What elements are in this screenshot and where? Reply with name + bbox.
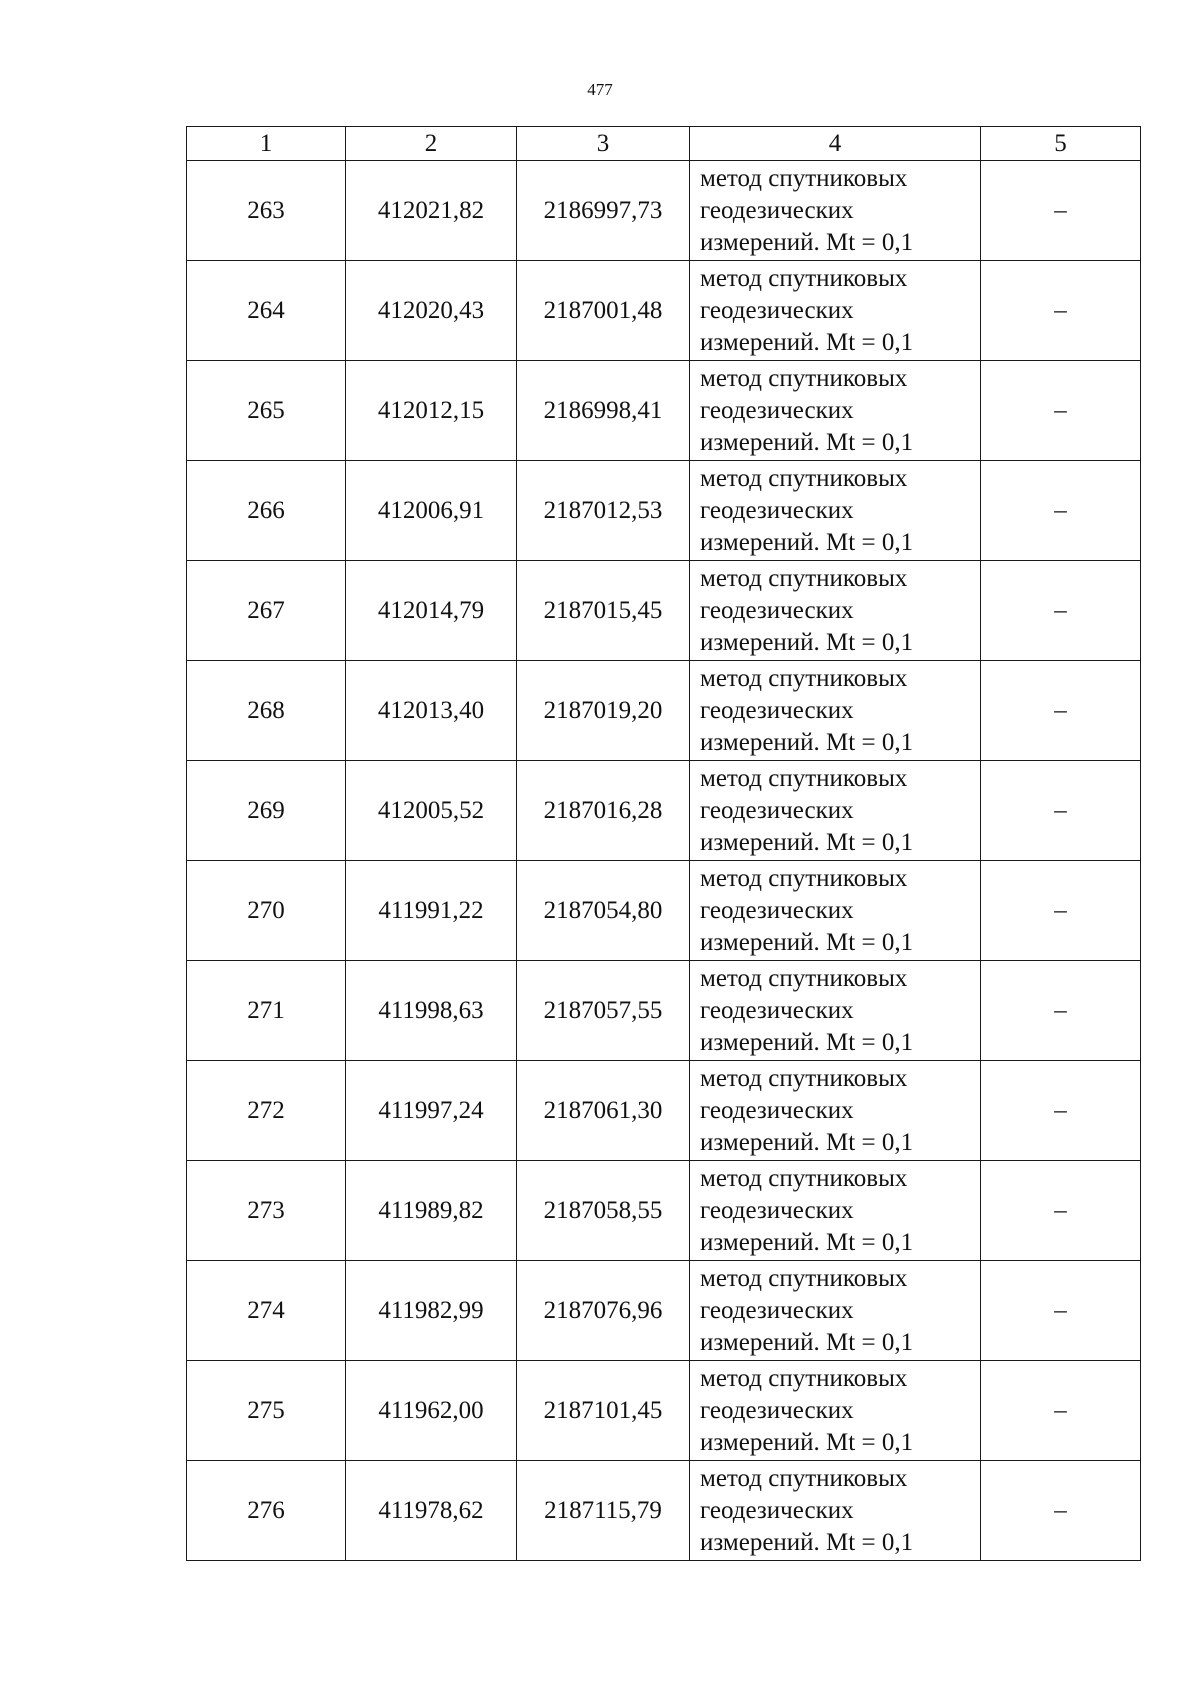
cell-y-coordinate: 2187019,20 xyxy=(517,661,690,761)
method-text-line: геодезических xyxy=(700,796,854,824)
cell-point-number: 275 xyxy=(187,1361,346,1461)
method-text-line: метод спутниковых xyxy=(700,1064,908,1092)
method-text-line: геодезических xyxy=(700,296,854,324)
method-text-line: метод спутниковых xyxy=(700,864,908,892)
method-text-line: измерений. Mt = 0,1 xyxy=(700,628,914,656)
method-text-line: измерений. Mt = 0,1 xyxy=(700,1528,914,1556)
cell-point-number: 276 xyxy=(187,1461,346,1561)
header-col-4: 4 xyxy=(690,127,981,161)
cell-point-number: 263 xyxy=(187,161,346,261)
cell-method xyxy=(690,1361,981,1461)
cell-method xyxy=(690,661,981,761)
cell-x-coordinate: 411998,63 xyxy=(346,961,517,1061)
header-col-3: 3 xyxy=(517,127,690,161)
page-number: 477 xyxy=(587,80,613,99)
cell-point-number: 264 xyxy=(187,261,346,361)
method-text-line: метод спутниковых xyxy=(700,364,908,392)
cell-point-number: 273 xyxy=(187,1161,346,1261)
method-text-line: метод спутниковых xyxy=(700,1164,908,1192)
cell-method xyxy=(690,1161,981,1261)
method-text-line: метод спутниковых xyxy=(700,464,908,492)
table-row xyxy=(187,1461,1141,1561)
method-text-line: измерений. Mt = 0,1 xyxy=(700,1328,914,1356)
cell-method xyxy=(690,1261,981,1361)
cell-point-number: 271 xyxy=(187,961,346,1061)
cell-x-coordinate: 411982,99 xyxy=(346,1261,517,1361)
method-text-line: геодезических xyxy=(700,1296,854,1324)
table-row xyxy=(187,961,1141,1061)
cell-method xyxy=(690,261,981,361)
method-text-line: метод спутниковых xyxy=(700,564,908,592)
cell-note: – xyxy=(981,861,1141,961)
cell-note: – xyxy=(981,1061,1141,1161)
cell-point-number: 272 xyxy=(187,1061,346,1161)
table-row xyxy=(187,1261,1141,1361)
method-text-line: измерений. Mt = 0,1 xyxy=(700,428,914,456)
cell-x-coordinate: 412012,15 xyxy=(346,361,517,461)
cell-x-coordinate: 412020,43 xyxy=(346,261,517,361)
cell-note: – xyxy=(981,261,1141,361)
cell-note: – xyxy=(981,361,1141,461)
method-text-line: геодезических xyxy=(700,1096,854,1124)
cell-method xyxy=(690,461,981,561)
table-row xyxy=(187,261,1141,361)
cell-point-number: 266 xyxy=(187,461,346,561)
cell-point-number: 267 xyxy=(187,561,346,661)
cell-x-coordinate: 412014,79 xyxy=(346,561,517,661)
method-text-line: измерений. Mt = 0,1 xyxy=(700,728,914,756)
table-row xyxy=(187,761,1141,861)
method-text-line: геодезических xyxy=(700,396,854,424)
header-col-5: 5 xyxy=(981,127,1141,161)
method-text-line: геодезических xyxy=(700,1496,854,1524)
table-row xyxy=(187,1361,1141,1461)
method-text-line: измерений. Mt = 0,1 xyxy=(700,1428,914,1456)
method-text-line: геодезических xyxy=(700,996,854,1024)
cell-method xyxy=(690,961,981,1061)
cell-point-number: 270 xyxy=(187,861,346,961)
method-text-line: метод спутниковых xyxy=(700,664,908,692)
method-text-line: геодезических xyxy=(700,1196,854,1224)
method-text-line: измерений. Mt = 0,1 xyxy=(700,1028,914,1056)
coordinates-table xyxy=(186,126,1141,1561)
cell-point-number: 269 xyxy=(187,761,346,861)
cell-x-coordinate: 412013,40 xyxy=(346,661,517,761)
cell-method xyxy=(690,161,981,261)
cell-method xyxy=(690,861,981,961)
cell-note: – xyxy=(981,1161,1141,1261)
method-text-line: измерений. Mt = 0,1 xyxy=(700,528,914,556)
cell-x-coordinate: 411978,62 xyxy=(346,1461,517,1561)
cell-y-coordinate: 2187001,48 xyxy=(517,261,690,361)
cell-y-coordinate: 2187015,45 xyxy=(517,561,690,661)
table-row xyxy=(187,1061,1141,1161)
table-row xyxy=(187,661,1141,761)
cell-x-coordinate: 411989,82 xyxy=(346,1161,517,1261)
method-text-line: метод спутниковых xyxy=(700,264,908,292)
cell-note: – xyxy=(981,1461,1141,1561)
cell-note: – xyxy=(981,661,1141,761)
cell-x-coordinate: 411997,24 xyxy=(346,1061,517,1161)
header-col-1: 1 xyxy=(187,127,346,161)
method-text-line: метод спутниковых xyxy=(700,164,908,192)
cell-method xyxy=(690,1461,981,1561)
header-col-2: 2 xyxy=(346,127,517,161)
method-text-line: геодезических xyxy=(700,196,854,224)
cell-x-coordinate: 411991,22 xyxy=(346,861,517,961)
method-text-line: измерений. Mt = 0,1 xyxy=(700,828,914,856)
cell-x-coordinate: 412005,52 xyxy=(346,761,517,861)
method-text-line: геодезических xyxy=(700,896,854,924)
table-header xyxy=(187,127,1141,161)
cell-y-coordinate: 2187057,55 xyxy=(517,961,690,1061)
method-text-line: геодезических xyxy=(700,596,854,624)
cell-point-number: 268 xyxy=(187,661,346,761)
cell-note: – xyxy=(981,1361,1141,1461)
cell-y-coordinate: 2187054,80 xyxy=(517,861,690,961)
cell-x-coordinate: 411962,00 xyxy=(346,1361,517,1461)
table-row xyxy=(187,461,1141,561)
cell-y-coordinate: 2187115,79 xyxy=(517,1461,690,1561)
cell-note: – xyxy=(981,561,1141,661)
table-row xyxy=(187,861,1141,961)
method-text-line: измерений. Mt = 0,1 xyxy=(700,1228,914,1256)
table-body xyxy=(187,161,1141,1561)
cell-method xyxy=(690,561,981,661)
method-text-line: геодезических xyxy=(700,496,854,524)
cell-point-number: 265 xyxy=(187,361,346,461)
cell-y-coordinate: 2186998,41 xyxy=(517,361,690,461)
table-row xyxy=(187,161,1141,261)
method-text-line: метод спутниковых xyxy=(700,764,908,792)
method-text-line: измерений. Mt = 0,1 xyxy=(700,328,914,356)
cell-method xyxy=(690,761,981,861)
cell-note: – xyxy=(981,961,1141,1061)
method-text-line: геодезических xyxy=(700,696,854,724)
cell-y-coordinate: 2187012,53 xyxy=(517,461,690,561)
cell-y-coordinate: 2187076,96 xyxy=(517,1261,690,1361)
method-text-line: геодезических xyxy=(700,1396,854,1424)
method-text-line: метод спутниковых xyxy=(700,1364,908,1392)
header-row xyxy=(187,127,1141,161)
method-text-line: измерений. Mt = 0,1 xyxy=(700,928,914,956)
cell-y-coordinate: 2187101,45 xyxy=(517,1361,690,1461)
table-row xyxy=(187,1161,1141,1261)
cell-y-coordinate: 2187058,55 xyxy=(517,1161,690,1261)
cell-note: – xyxy=(981,761,1141,861)
cell-y-coordinate: 2187061,30 xyxy=(517,1061,690,1161)
method-text-line: метод спутниковых xyxy=(700,1464,908,1492)
table-row xyxy=(187,361,1141,461)
table-row xyxy=(187,561,1141,661)
cell-note: – xyxy=(981,461,1141,561)
cell-point-number: 274 xyxy=(187,1261,346,1361)
cell-y-coordinate: 2187016,28 xyxy=(517,761,690,861)
cell-method xyxy=(690,1061,981,1161)
method-text-line: измерений. Mt = 0,1 xyxy=(700,228,914,256)
method-text-line: измерений. Mt = 0,1 xyxy=(700,1128,914,1156)
cell-method xyxy=(690,361,981,461)
cell-y-coordinate: 2186997,73 xyxy=(517,161,690,261)
cell-x-coordinate: 412006,91 xyxy=(346,461,517,561)
cell-x-coordinate: 412021,82 xyxy=(346,161,517,261)
cell-note: – xyxy=(981,161,1141,261)
method-text-line: метод спутниковых xyxy=(700,964,908,992)
cell-note: – xyxy=(981,1261,1141,1361)
method-text-line: метод спутниковых xyxy=(700,1264,908,1292)
